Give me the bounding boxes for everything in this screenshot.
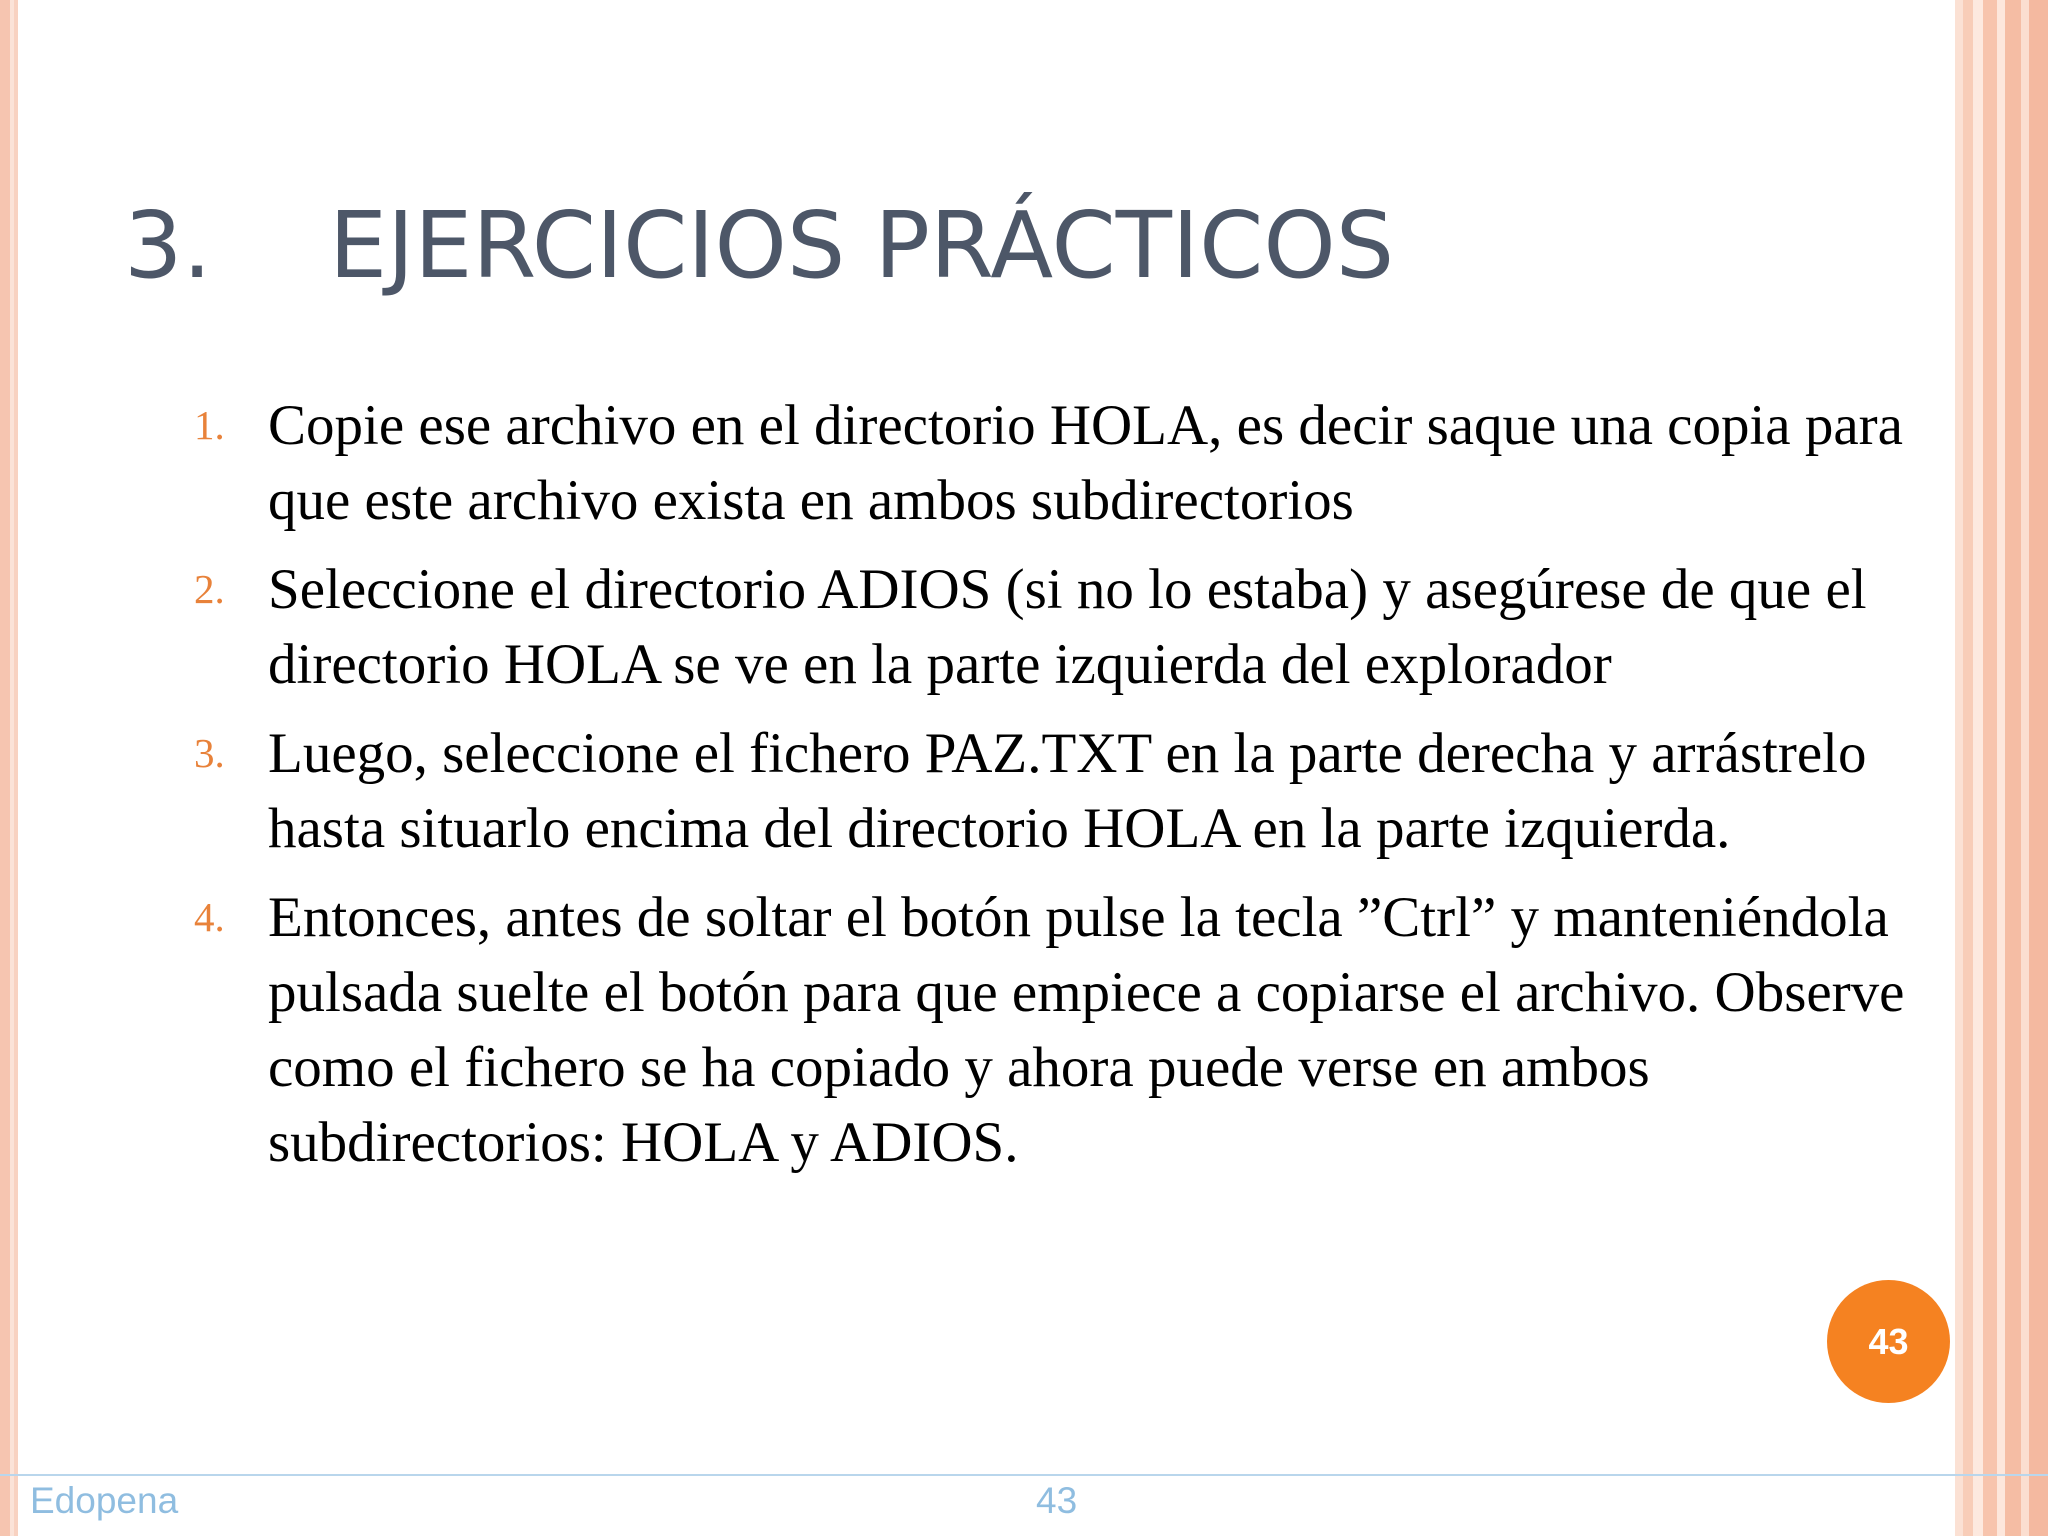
- right-border-stripe: [1973, 0, 1983, 1536]
- exercise-item-text: Entonces, antes de soltar el botón pulse la tecla ”Ctrl” y manteniéndola pulsada suelte el botón para que empiece a copiarse el archivo. Observe como el fichero se ha copiado y ahora puede verse en ambos subdirectorios: HOLA y ADIOS.: [268, 886, 1905, 1174]
- left-border-stripe: [14, 0, 18, 1536]
- exercise-item-number: 4.: [194, 894, 225, 940]
- exercise-item-text: Luego, seleccione el fichero PAZ.TXT en la parte derecha y arrástrelo hasta situarlo encima del directorio HOLA en la parte izquierda.: [268, 722, 1867, 860]
- right-border-stripe: [1983, 0, 1997, 1536]
- right-border-stripe: [2029, 0, 2048, 1536]
- slide-title-text: EJERCICIOS PRÁCTICOS: [329, 192, 1395, 299]
- left-border-stripe: [0, 0, 10, 1536]
- right-border-stripe: [2021, 0, 2029, 1536]
- exercise-item-number: 1.: [194, 402, 225, 448]
- footer-author: Edopena: [30, 1480, 179, 1521]
- footer-divider: [0, 1474, 2048, 1476]
- exercise-item-text: Copie ese archivo en el directorio HOLA, es decir saque una copia para que este archivo exista en ambos subdirectorios: [268, 394, 1903, 532]
- footer-page-number: 43: [1036, 1480, 1078, 1521]
- exercise-item: [190, 388, 1930, 538]
- right-border-stripe: [1955, 0, 1963, 1536]
- right-border-stripe: [1963, 0, 1973, 1536]
- exercise-item-number: 2.: [194, 566, 225, 612]
- exercise-item: [190, 716, 1930, 866]
- exercise-item: [190, 552, 1930, 702]
- exercise-item-number: 3.: [194, 730, 225, 776]
- slide-title-number: 3.: [124, 192, 212, 299]
- slide-title: [124, 192, 1395, 299]
- exercise-item-text: Seleccione el directorio ADIOS (si no lo estaba) y asegúrese de que el directorio HOLA se ve en la parte izquierda del explorador: [268, 558, 1867, 696]
- right-border-stripe: [1997, 0, 2005, 1536]
- right-border-stripe: [2005, 0, 2021, 1536]
- exercise-list: [190, 388, 1930, 1194]
- slide-number-badge: 43: [1827, 1280, 1950, 1403]
- exercise-item: [190, 880, 1930, 1180]
